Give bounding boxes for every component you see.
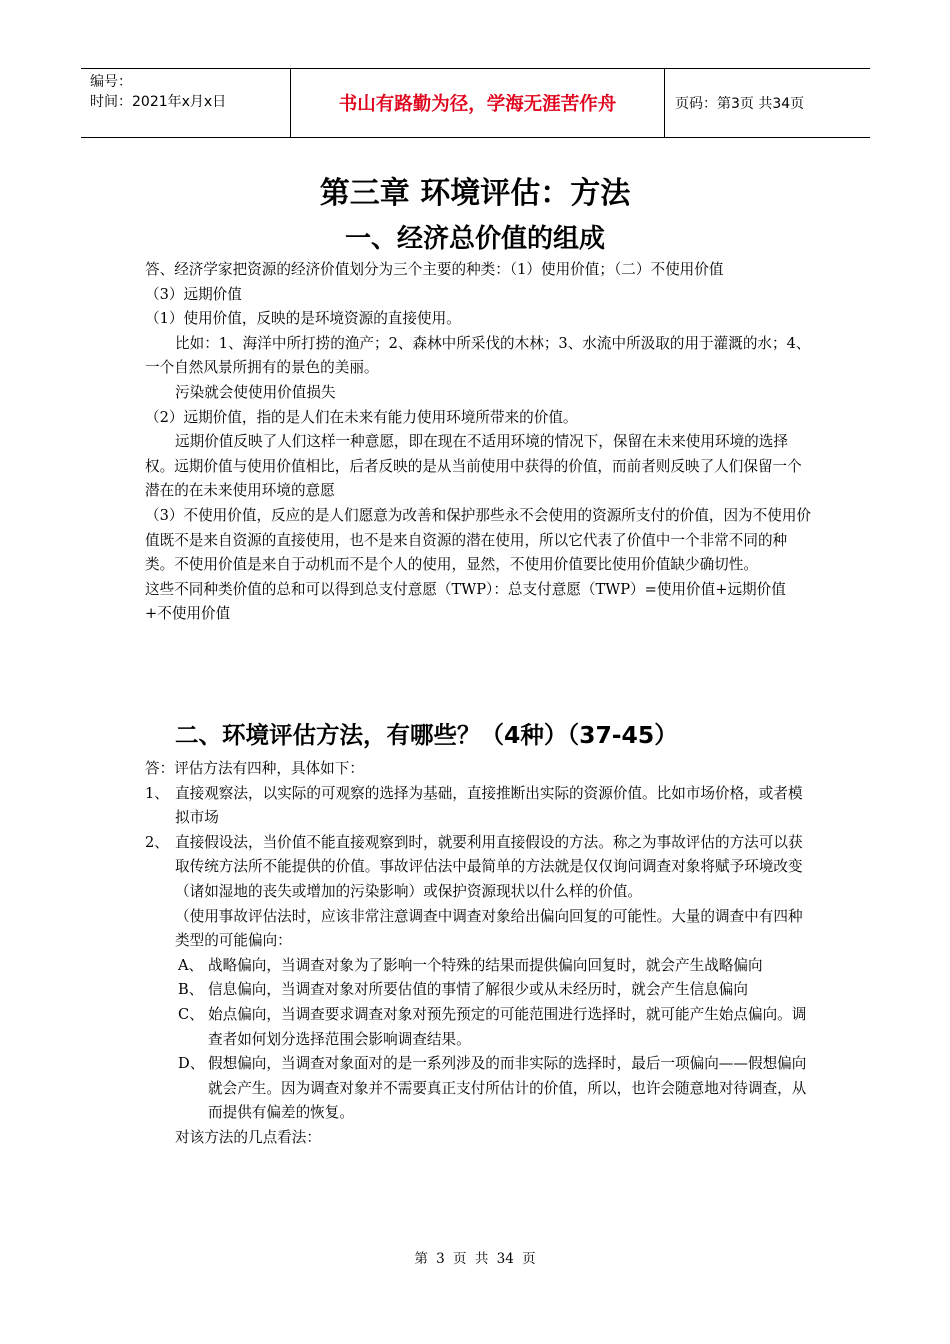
section2-title: 二、环境评估方法，有哪些？（4种）（37-45） xyxy=(175,721,678,749)
bias-item xyxy=(145,954,811,979)
bias-label: C、 xyxy=(178,1005,204,1023)
list-number: 2、 xyxy=(145,833,169,851)
document-header xyxy=(81,68,870,138)
bias-text: 信息偏向，当调查对象对所要估值的事情了解很少或从未经历时，就会产生信息偏向 xyxy=(208,981,748,999)
section2-body xyxy=(145,757,811,1151)
paragraph: （1）使用价值，反映的是环境资源的直接使用。 xyxy=(145,310,461,328)
list-text: 直接观察法，以实际的可观察的选择为基础，直接推断出实际的资源价值。比如市场价格，或者模拟市场 xyxy=(175,784,803,827)
bias-text: 战略偏向，当调查对象为了影响一个特殊的结果而提供偏向回复时，就会产生战略偏向 xyxy=(208,956,763,974)
bias-label: B、 xyxy=(178,981,204,999)
time-label: 时间：2021年x月x日 xyxy=(90,94,227,110)
bias-text: 始点偏向，当调查要求调查对象对预先预定的可能范围进行选择时，就可能产生始点偏向。调查者如何划分选择范围会影响调查结果。 xyxy=(208,1005,807,1048)
header-meta-cell xyxy=(81,69,291,137)
list-item xyxy=(145,782,811,831)
number-label: 编号： xyxy=(90,74,132,90)
bias-label: A、 xyxy=(178,956,204,974)
list-text: 直接假设法，当价值不能直接观察到时，就要利用直接假设的方法。称之为事故评估的方法可以获取传统方法所不能提供的价值。事故评估法中最简单的方法就是仅仅询问调查对象将赋予环境改变（诸如湿地的丧失或增加的污染影响）或保护资源现状以什么样的价值。 xyxy=(175,833,803,900)
chapter-title: 第三章 环境评估：方法 xyxy=(319,176,631,211)
paragraph: 答、经济学家把资源的经济价值划分为三个主要的种类：（1）使用价值；（二）不使用价值 xyxy=(145,261,724,278)
bias-note: （使用事故评估法时，应该非常注意调查中调查对象给出偏向回复的可能性。大量的调查中有四种类型的可能偏向： xyxy=(175,907,803,950)
bias-item xyxy=(145,1052,811,1126)
page-footer: 第 3 页 共 34 页 xyxy=(414,1251,536,1267)
header-page-info: 页码：第3页 共34页 xyxy=(675,96,805,112)
header-slogan: 书山有路勤为径，学海无涯苦作舟 xyxy=(291,69,665,137)
closing-line: 对该方法的几点看法： xyxy=(175,1128,321,1146)
bias-item xyxy=(145,978,811,1003)
paragraph: 远期价值反映了人们这样一种意愿，即在现在不适用环境的情况下，保留在未来使用环境的选择权。远期价值与使用价值相比，后者反映的是从当前使用中获得的价值，而前者则反映了人们保留一个潜在的在未来使用环境的意愿 xyxy=(145,433,802,500)
paragraph: 污染就会使使用价值损失 xyxy=(175,383,336,401)
paragraph: （3）远期价值 xyxy=(145,285,242,303)
bias-text: 假想偏向，当调查对象面对的是一系列涉及的而非实际的选择时，最后一项偏向——假想偏向就会产生。因为调查对象并不需要真正支付所估计的价值，所以，也许会随意地对待调查，从而提供有偏差的恢复。 xyxy=(208,1055,807,1122)
paragraph: 这些不同种类价值的总和可以得到总支付意愿（TWP）：总支付意愿（TWP）=使用价值+远期价值+不使用价值 xyxy=(145,580,786,623)
paragraph: 比如：1、海洋中所打捞的渔产；2、森林中所采伐的木林；3、水流中所汲取的用于灌溉的水；4、一个自然风景所拥有的景色的美丽。 xyxy=(145,334,811,377)
paragraph: （2）远期价值，指的是人们在未来有能力使用环境所带来的价值。 xyxy=(145,408,578,426)
section1-title: 一、经济总价值的组成 xyxy=(344,224,605,254)
bias-item xyxy=(145,1003,811,1052)
list-number: 1、 xyxy=(145,784,169,802)
section2-intro: 答：评估方法有四种，具体如下： xyxy=(145,760,364,777)
list-item xyxy=(145,831,811,905)
paragraph: （3）不使用价值，反应的是人们愿意为改善和保护那些永不会使用的资源所支付的价值，因为不使用价值既不是来自资源的直接使用，也不是来自资源的潜在使用，所以它代表了价值中一个非常不同的种类。不使用价值是来自于动机而不是个人的使用，显然，不使用价值要比使用价值缺少确切性。 xyxy=(145,506,812,574)
bias-label: D、 xyxy=(178,1055,205,1073)
section1-body xyxy=(145,258,811,627)
